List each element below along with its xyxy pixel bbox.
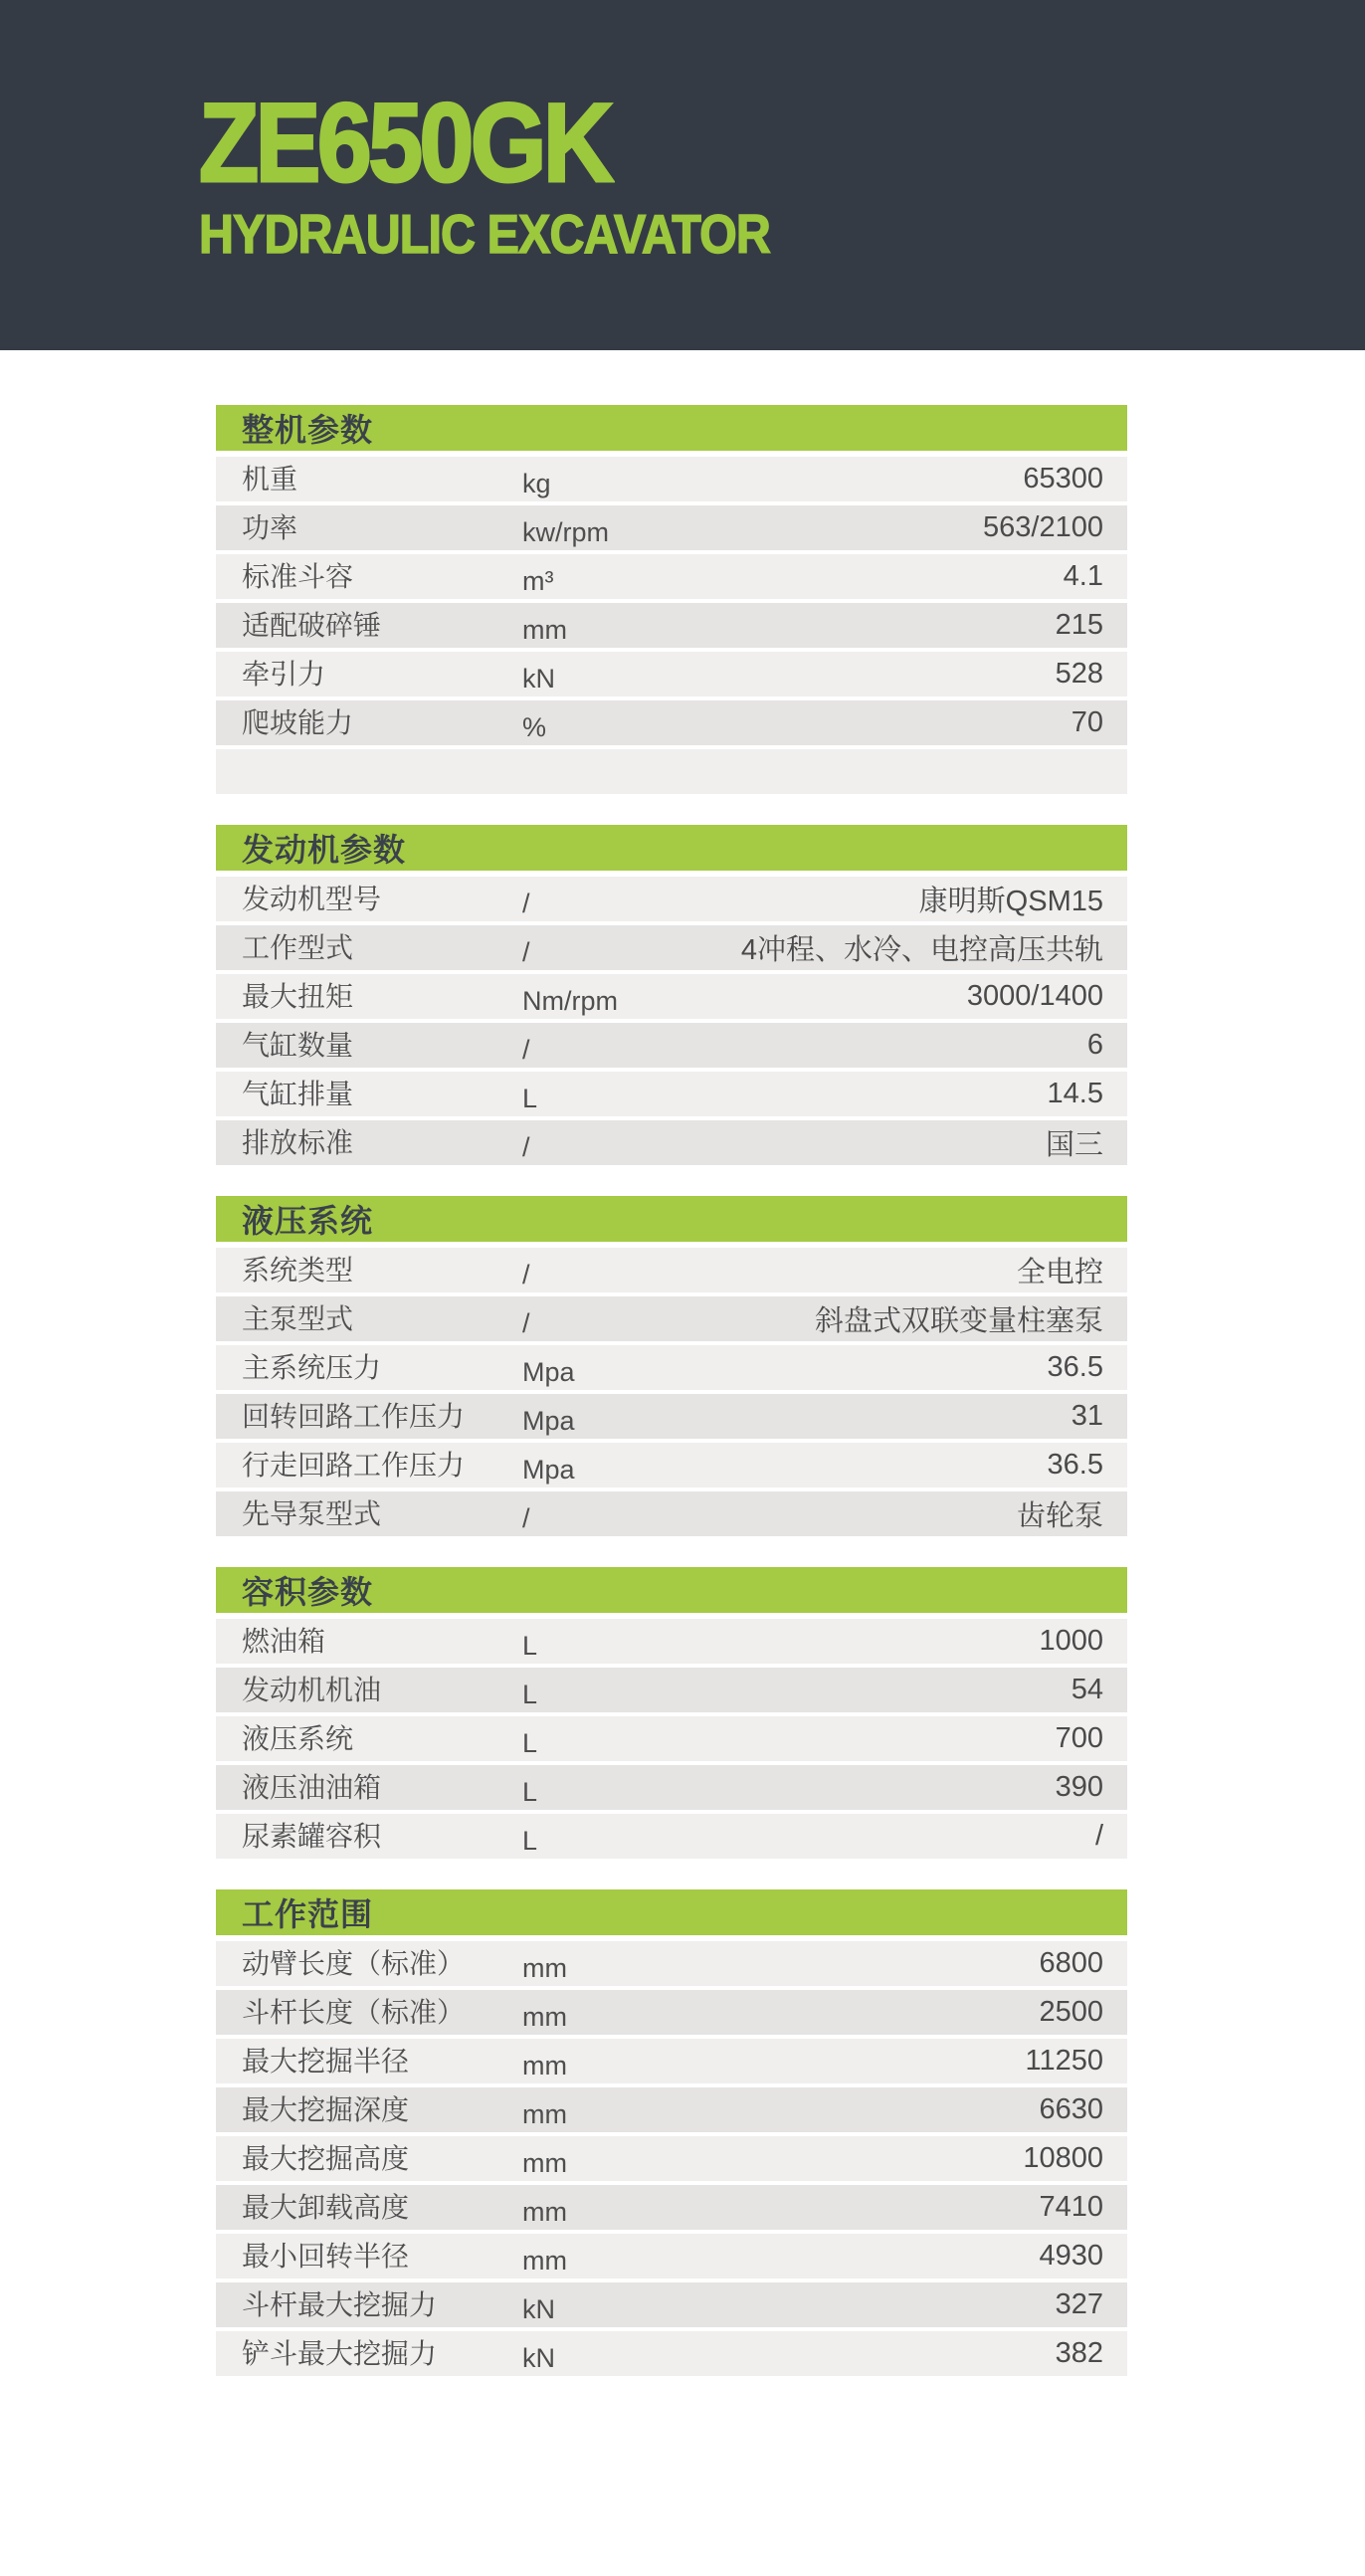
row-label: 液压系统 [242, 1722, 354, 1754]
spec-row [216, 2087, 1127, 2132]
spec-row [216, 1296, 1127, 1341]
row-unit: kN [522, 664, 555, 694]
row-label: 斗杆长度（标准） [242, 1996, 466, 2028]
row-label: 最大挖掘高度 [242, 2142, 410, 2174]
row-value: 215 [1055, 609, 1103, 641]
spec-row [216, 1072, 1127, 1116]
table-rows [216, 1248, 1127, 1536]
row-unit: L [522, 1084, 538, 1113]
spec-row [216, 700, 1127, 745]
row-unit: mm [522, 615, 567, 645]
spec-table [216, 825, 1127, 1165]
row-unit: kN [522, 2343, 555, 2373]
row-unit: % [522, 712, 547, 742]
row-label: 爬坡能力 [242, 706, 354, 738]
table-title: 液压系统 [242, 1203, 374, 1239]
spec-row [216, 1345, 1127, 1390]
spec-row [216, 2185, 1127, 2230]
row-value: 14.5 [1047, 1078, 1103, 1109]
row-unit: mm [522, 1953, 567, 1983]
row-value: 4930 [1039, 2240, 1103, 2272]
row-value: 31 [1071, 1400, 1103, 1432]
row-unit: mm [522, 2051, 567, 2081]
spec-row [216, 877, 1127, 921]
row-value: 2500 [1039, 1996, 1103, 2028]
table-title: 整机参数 [242, 412, 374, 448]
row-unit: Mpa [522, 1406, 575, 1436]
row-label: 行走回路工作压力 [242, 1449, 466, 1481]
spec-row [216, 1619, 1127, 1664]
row-label: 回转回路工作压力 [242, 1400, 466, 1432]
table-title-bar [216, 825, 1127, 871]
spec-table [216, 1889, 1127, 2376]
row-label: 适配破碎锤 [242, 609, 382, 641]
row-unit: L [522, 1631, 538, 1661]
row-value: 390 [1055, 1771, 1103, 1803]
row-unit: Mpa [522, 1455, 575, 1485]
spec-row [216, 1394, 1127, 1439]
spec-row [216, 1248, 1127, 1292]
row-value: 563/2100 [983, 511, 1103, 543]
spec-row [216, 2234, 1127, 2279]
spec-row [216, 1491, 1127, 1536]
row-unit: / [522, 1035, 530, 1065]
row-unit: mm [522, 2099, 567, 2129]
row-unit: L [522, 1826, 538, 1856]
row-value: 65300 [1023, 463, 1103, 495]
row-label: 机重 [242, 463, 298, 495]
row-label: 燃油箱 [242, 1625, 326, 1657]
spec-row [216, 2282, 1127, 2327]
row-value: 7410 [1039, 2191, 1103, 2223]
spec-row [216, 1941, 1127, 1986]
spec-row [216, 457, 1127, 501]
row-value: 齿轮泵 [1016, 1500, 1103, 1532]
row-unit: / [522, 1308, 530, 1338]
row-value: 4冲程、水冷、电控高压共轨 [740, 934, 1103, 966]
row-label: 气缸数量 [242, 1029, 354, 1061]
model-title: ZE650GK [199, 81, 611, 205]
spec-row [216, 505, 1127, 550]
row-label: 排放标准 [242, 1126, 354, 1158]
row-label: 发动机机油 [242, 1674, 382, 1705]
spec-row [216, 974, 1127, 1019]
spec-row [216, 603, 1127, 648]
spec-row [216, 1023, 1127, 1068]
row-label: 最大卸载高度 [242, 2191, 410, 2223]
row-value: 54 [1071, 1674, 1103, 1705]
table-rows [216, 1619, 1127, 1859]
row-value: 528 [1055, 658, 1103, 690]
row-unit: kN [522, 2294, 555, 2324]
row-value: 1000 [1039, 1625, 1103, 1657]
table-title: 容积参数 [242, 1574, 374, 1610]
row-value: 6630 [1039, 2093, 1103, 2125]
row-label: 铲斗最大挖掘力 [242, 2337, 438, 2369]
table-title-bar [216, 1196, 1127, 1242]
row-label: 先导泵型式 [242, 1497, 382, 1529]
row-unit: L [522, 1680, 538, 1709]
row-value: 327 [1055, 2288, 1103, 2320]
table-title-bar [216, 1567, 1127, 1613]
spec-row [216, 1990, 1127, 2035]
spec-row [216, 1716, 1127, 1761]
row-unit: kw/rpm [522, 517, 609, 547]
spec-row [216, 2136, 1127, 2181]
row-label: 工作型式 [242, 931, 354, 963]
row-value: / [1094, 1820, 1103, 1852]
spec-row [216, 2331, 1127, 2376]
row-unit: mm [522, 2246, 567, 2276]
row-unit: L [522, 1777, 538, 1807]
row-label: 牵引力 [242, 658, 326, 690]
spec-table [216, 405, 1127, 794]
row-label: 发动机型号 [242, 883, 382, 914]
row-value: 3000/1400 [966, 980, 1103, 1012]
spec-row [216, 1765, 1127, 1810]
row-unit: mm [522, 2002, 567, 2032]
spec-row [216, 652, 1127, 696]
row-unit: / [522, 1260, 530, 1289]
row-label: 主泵型式 [242, 1302, 354, 1334]
row-unit: m³ [522, 566, 554, 596]
row-label: 尿素罐容积 [242, 1820, 382, 1852]
row-value: 382 [1055, 2337, 1103, 2369]
empty-row [216, 749, 1127, 794]
row-value: 全电控 [1016, 1257, 1103, 1288]
table-title-bar [216, 405, 1127, 451]
row-label: 主系统压力 [242, 1351, 382, 1383]
spec-tables [0, 350, 1365, 2376]
row-value: 国三 [1045, 1129, 1103, 1161]
row-value: 700 [1055, 1722, 1103, 1754]
spec-row [216, 1443, 1127, 1487]
spec-row [216, 1814, 1127, 1859]
row-value: 36.5 [1047, 1449, 1103, 1481]
row-label: 液压油油箱 [242, 1771, 382, 1803]
spec-row [216, 1120, 1127, 1165]
row-unit: Nm/rpm [522, 986, 618, 1016]
table-title: 发动机参数 [242, 832, 407, 868]
row-value: 康明斯QSM15 [918, 886, 1103, 917]
row-unit: mm [522, 2148, 567, 2178]
spec-row [216, 2039, 1127, 2083]
row-label: 功率 [242, 511, 298, 543]
row-value: 4.1 [1063, 560, 1103, 592]
table-rows [216, 877, 1127, 1165]
row-label: 最大挖掘深度 [242, 2093, 410, 2125]
model-subtitle: HYDRAULIC EXCAVATOR [199, 203, 770, 265]
table-rows [216, 1941, 1127, 2376]
row-label: 标准斗容 [242, 560, 354, 592]
row-unit: / [522, 1503, 530, 1533]
row-unit: / [522, 937, 530, 967]
row-label: 斗杆最大挖掘力 [242, 2288, 438, 2320]
row-value: 10800 [1023, 2142, 1103, 2174]
spec-row [216, 925, 1127, 970]
row-value: 36.5 [1047, 1351, 1103, 1383]
row-unit: / [522, 1132, 530, 1162]
spec-table [216, 1196, 1127, 1536]
spec-row [216, 1668, 1127, 1712]
row-value: 70 [1071, 706, 1103, 738]
brochure-header [0, 0, 1365, 350]
row-unit: kg [522, 469, 551, 498]
row-label: 动臂长度（标准） [242, 1947, 466, 1979]
row-unit: mm [522, 2197, 567, 2227]
spec-table [216, 1567, 1127, 1859]
row-value: 斜盘式双联变量柱塞泵 [814, 1305, 1103, 1337]
row-value: 11250 [1025, 2045, 1103, 2077]
row-label: 系统类型 [242, 1254, 354, 1286]
row-unit: Mpa [522, 1357, 575, 1387]
row-value: 6 [1086, 1029, 1103, 1061]
row-label: 最大挖掘半径 [242, 2045, 410, 2077]
spec-row [216, 554, 1127, 599]
table-title: 工作范围 [242, 1896, 374, 1932]
table-title-bar [216, 1889, 1127, 1935]
row-label: 气缸排量 [242, 1078, 354, 1109]
row-label: 最小回转半径 [242, 2240, 410, 2272]
table-rows [216, 457, 1127, 794]
row-unit: / [522, 889, 530, 918]
row-label: 最大扭矩 [242, 980, 354, 1012]
row-value: 6800 [1039, 1947, 1103, 1979]
row-unit: L [522, 1728, 538, 1758]
